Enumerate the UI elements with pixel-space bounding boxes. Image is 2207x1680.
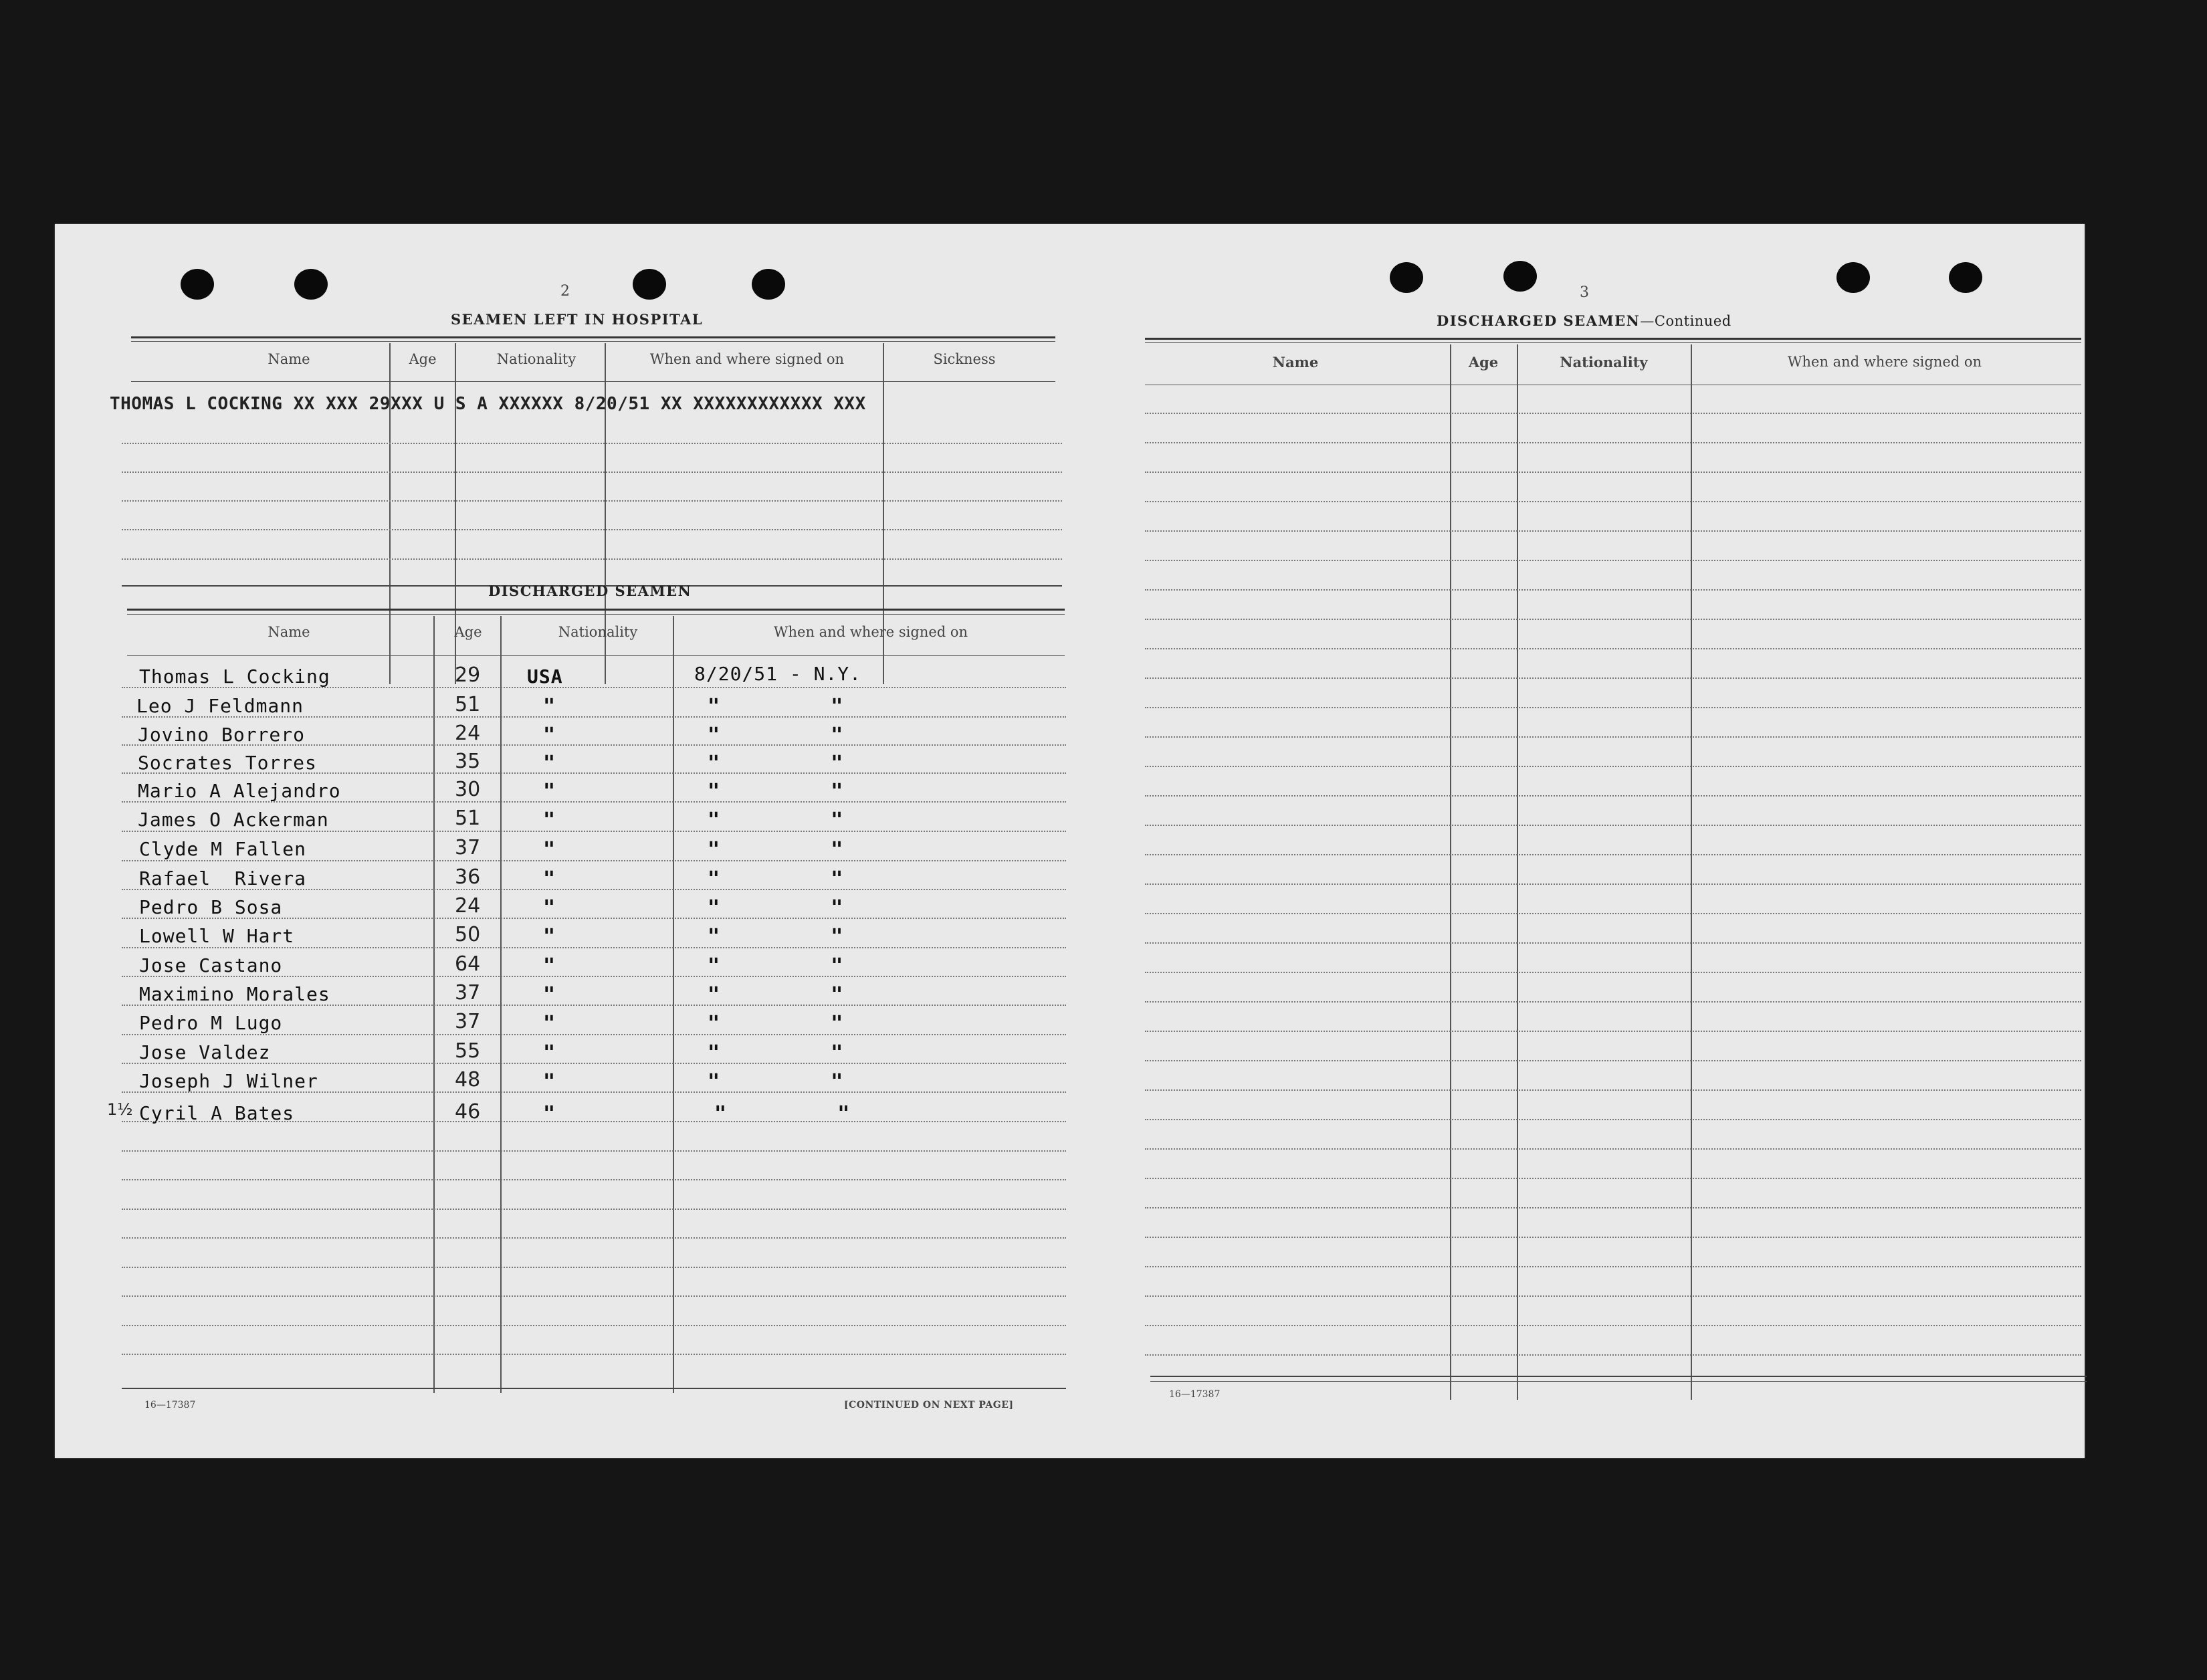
margin-mark: 1½ bbox=[107, 1100, 133, 1119]
row-name: James O Ackerman bbox=[138, 809, 329, 831]
row-signed-on: 8/20/51 - N.Y. bbox=[694, 663, 862, 685]
row-age: 64 bbox=[455, 952, 481, 976]
row-signed-on: " " bbox=[708, 752, 862, 775]
row-nationality: " bbox=[543, 983, 556, 1007]
row-name: Leo J Feldmann bbox=[136, 695, 304, 717]
row-name: Thomas L Cocking bbox=[139, 665, 330, 688]
row-signed-on: " " bbox=[708, 695, 862, 718]
row-signed-on: " " bbox=[714, 1102, 869, 1126]
left-form-number: 16—17387 bbox=[144, 1400, 196, 1410]
row-age: 37 bbox=[455, 1010, 481, 1033]
row-name: Pedro B Sosa bbox=[139, 896, 283, 918]
row-age: 37 bbox=[455, 836, 481, 859]
right-section-title bbox=[1437, 312, 1731, 329]
row-nationality: " bbox=[543, 867, 556, 891]
row-name: Socrates Torres bbox=[138, 752, 317, 774]
hospital-col-age: Age bbox=[409, 351, 437, 367]
discharged-section-title: DISCHARGED SEAMEN bbox=[488, 583, 692, 599]
struck-hospital-entry: THOMAS L COCKING XX XXX 29XXX U S A XXXXXX 8/20/51 XX XXXXXXXXXXXX XXX bbox=[110, 394, 866, 414]
hospital-col-name: Name bbox=[268, 351, 310, 367]
row-nationality: " bbox=[543, 954, 556, 978]
punch-hole bbox=[1836, 262, 1870, 293]
row-name: Jovino Borrero bbox=[138, 724, 306, 746]
row-age: 51 bbox=[455, 693, 481, 716]
row-signed-on: " " bbox=[708, 925, 862, 948]
row-age: 24 bbox=[455, 722, 481, 745]
row-signed-on: " " bbox=[708, 780, 862, 803]
row-signed-on: " " bbox=[708, 838, 862, 861]
row-nationality: " bbox=[543, 1070, 556, 1093]
row-nationality: " bbox=[543, 695, 556, 718]
row-age: 24 bbox=[455, 894, 481, 918]
row-nationality: " bbox=[543, 752, 556, 775]
punch-hole bbox=[1503, 261, 1537, 292]
row-name: Cyril A Bates bbox=[139, 1102, 295, 1124]
continued-col-signed-on: When and where signed on bbox=[1787, 354, 1982, 370]
continued-col-name: Name bbox=[1272, 354, 1319, 371]
row-signed-on: " " bbox=[708, 1070, 862, 1093]
document-sheet bbox=[55, 224, 2085, 1458]
row-age: 46 bbox=[455, 1100, 481, 1124]
row-age: 51 bbox=[455, 807, 481, 830]
row-signed-on: " " bbox=[708, 1012, 862, 1035]
row-signed-on: " " bbox=[708, 724, 862, 747]
right-page-number: 3 bbox=[1580, 284, 1589, 301]
row-age: 35 bbox=[455, 750, 481, 773]
row-age: 55 bbox=[455, 1039, 481, 1063]
right-title-main: DISCHARGED SEAMEN bbox=[1437, 312, 1641, 329]
continued-col-age: Age bbox=[1468, 354, 1499, 371]
row-signed-on: " " bbox=[708, 809, 862, 832]
row-name: Clyde M Fallen bbox=[139, 838, 307, 860]
row-age: 29 bbox=[455, 663, 481, 687]
discharged-col-signed-on: When and where signed on bbox=[773, 624, 968, 640]
row-nationality: " bbox=[543, 1012, 556, 1035]
row-signed-on: " " bbox=[708, 1041, 862, 1065]
hospital-col-signed-on: When and where signed on bbox=[649, 351, 845, 367]
row-nationality: " bbox=[543, 838, 556, 861]
row-name: Pedro M Lugo bbox=[139, 1012, 283, 1034]
hospital-section-title: SEAMEN LEFT IN HOSPITAL bbox=[451, 311, 704, 328]
row-name: Joseph J Wilner bbox=[139, 1070, 318, 1092]
row-nationality: " bbox=[543, 780, 556, 803]
row-name: Rafael Rivera bbox=[139, 867, 307, 889]
row-signed-on: " " bbox=[708, 954, 862, 978]
row-name: Mario A Alejandro bbox=[138, 780, 341, 802]
row-signed-on: " " bbox=[708, 983, 862, 1007]
row-age: 48 bbox=[455, 1068, 481, 1091]
row-name: Maximino Morales bbox=[139, 983, 330, 1005]
row-age: 50 bbox=[455, 923, 481, 946]
punch-hole bbox=[294, 269, 328, 300]
right-title-suffix: —Continued bbox=[1640, 313, 1731, 329]
row-nationality: " bbox=[543, 925, 556, 948]
continued-col-nationality: Nationality bbox=[1560, 354, 1648, 371]
row-nationality: " bbox=[543, 1102, 556, 1126]
continued-note: [CONTINUED ON NEXT PAGE] bbox=[844, 1400, 1014, 1410]
row-name: Lowell W Hart bbox=[139, 925, 295, 947]
punch-hole bbox=[633, 269, 666, 300]
row-signed-on: " " bbox=[708, 896, 862, 920]
row-age: 30 bbox=[455, 778, 481, 801]
hospital-col-sickness: Sickness bbox=[933, 351, 996, 367]
row-nationality: " bbox=[543, 1041, 556, 1065]
discharged-col-nationality: Nationality bbox=[558, 624, 638, 640]
row-name: Jose Valdez bbox=[139, 1041, 271, 1063]
row-nationality: " bbox=[543, 724, 556, 747]
row-nationality: " bbox=[543, 809, 556, 832]
row-nationality: " bbox=[543, 896, 556, 920]
row-age: 36 bbox=[455, 865, 481, 889]
discharged-col-name: Name bbox=[268, 624, 310, 640]
row-name: Jose Castano bbox=[139, 954, 283, 976]
row-nationality: USA bbox=[527, 665, 563, 688]
punch-hole bbox=[1390, 262, 1423, 293]
punch-hole bbox=[1949, 262, 1982, 293]
right-form-number: 16—17387 bbox=[1169, 1389, 1221, 1400]
punch-hole bbox=[752, 269, 785, 300]
discharged-col-age: Age bbox=[454, 624, 482, 640]
hospital-col-nationality: Nationality bbox=[496, 351, 576, 367]
row-signed-on: " " bbox=[708, 867, 862, 891]
row-age: 37 bbox=[455, 981, 481, 1005]
left-page-number: 2 bbox=[560, 283, 570, 300]
punch-hole bbox=[181, 269, 214, 300]
